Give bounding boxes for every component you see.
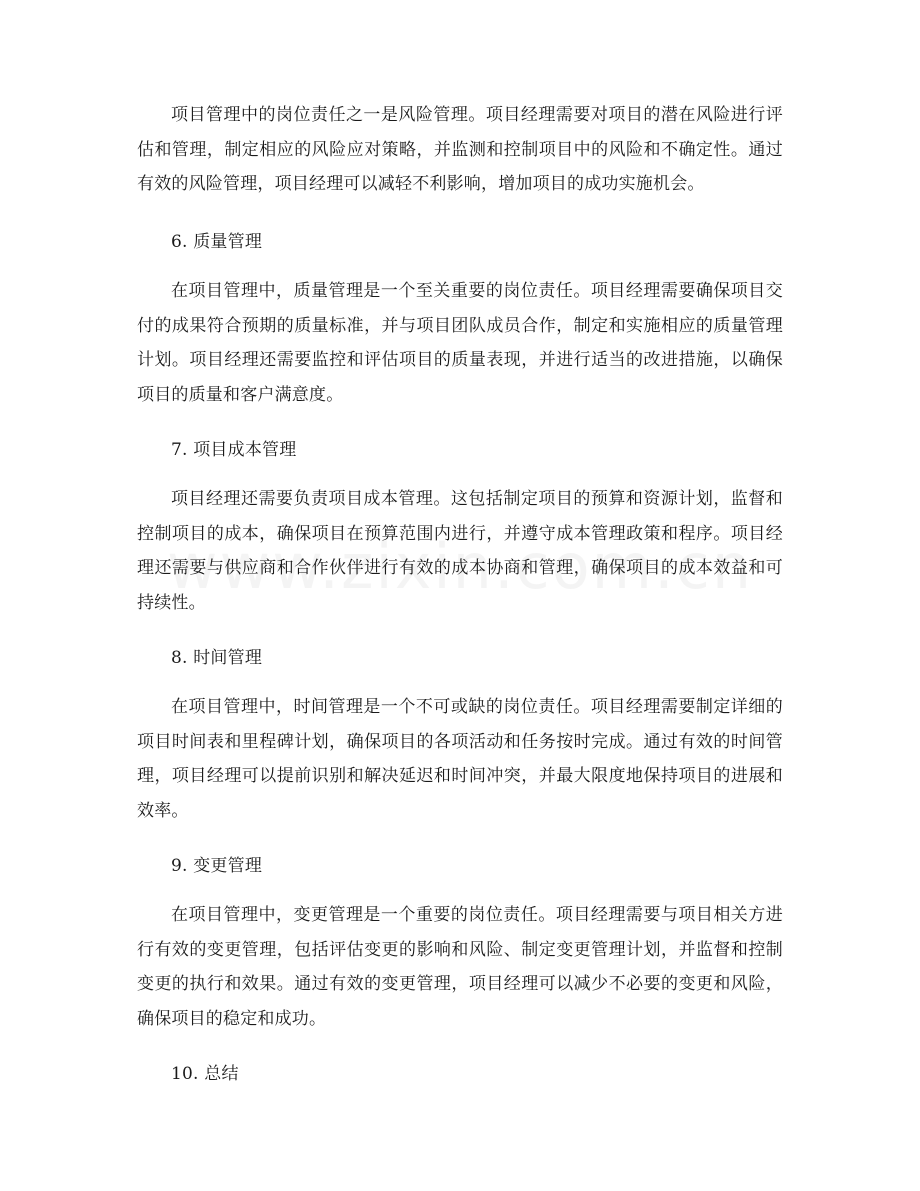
intro-paragraph: 项目管理中的岗位责任之一是风险管理。项目经理需要对项目的潜在风险进行评估和管理，制定相应的风险应对策略，并监测和控制项目中的风险和不确定性。通过有效的风险管理，项目经理可以减轻不利影响，增加项目的成功实施机会。 (137, 105, 783, 194)
section-heading-time: 8. 时间管理 (171, 648, 263, 668)
section-heading-summary: 10. 总结 (171, 1064, 239, 1084)
section-body-change: 在项目管理中，变更管理是一个重要的岗位责任。项目经理需要与项目相关方进行有效的变更管理，包括评估变更的影响和风险、制定变更管理计划，并监督和控制变更的执行和效果。通过有效的变更管理，项目经理可以减少不必要的变更和风险，确保项目的稳定和成功。 (137, 905, 783, 1029)
section-body-quality: 在项目管理中，质量管理是一个至关重要的岗位责任。项目经理需要确保项目交付的成果符合预期的质量标准，并与项目团队成员合作，制定和实施相应的质量管理计划。项目经理还需要监控和评估项目的质量表现，并进行适当的改进措施，以确保项目的质量和客户满意度。 (137, 281, 783, 405)
section-heading-quality: 6. 质量管理 (171, 232, 263, 252)
section-body-cost: 项目经理还需要负责项目成本管理。这包括制定项目的预算和资源计划，监督和控制项目的成本，确保项目在预算范围内进行，并遵守成本管理政策和程序。项目经理还需要与供应商和合作伙伴进行有效的成本协商和管理，确保项目的成本效益和可持续性。 (137, 489, 783, 613)
section-body-time: 在项目管理中，时间管理是一个不可或缺的岗位责任。项目经理需要制定详细的项目时间表和里程碑计划，确保项目的各项活动和任务按时完成。通过有效的时间管理，项目经理可以提前识别和解决延迟和时间冲突，并最大限度地保持项目的进展和效率。 (137, 697, 783, 821)
section-heading-change: 9. 变更管理 (171, 856, 263, 876)
section-heading-cost: 7. 项目成本管理 (171, 440, 297, 460)
